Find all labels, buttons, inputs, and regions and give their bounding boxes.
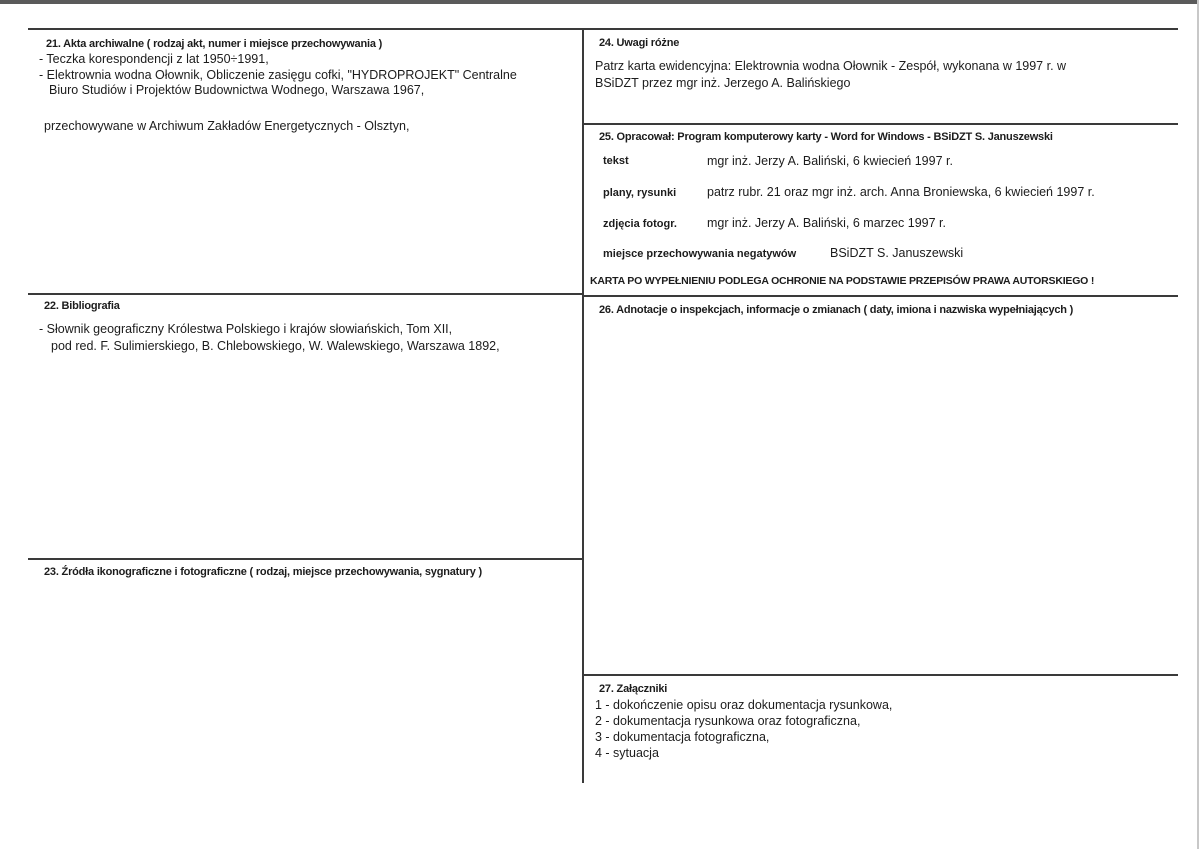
section-22-heading: 22. Bibliografia: [44, 300, 120, 312]
section-27-line-1: 1 - dokończenie opisu oraz dokumentacja rysunkowa,: [595, 698, 893, 712]
section-21-heading: 21. Akta archiwalne ( rodzaj akt, numer i miejsce przechowywania ): [46, 38, 383, 50]
section-21-line-2: - Elektrownia wodna Ołownik, Obliczenie zasięgu cofki, "HYDROPROJEKT" Centralne: [39, 68, 517, 82]
section-26-heading: 26. Adnotacje o inspekcjach, informacje o zmianach ( daty, imiona i nazwiska wypełniających ): [599, 304, 1074, 316]
center-divider-line: [582, 28, 584, 783]
photos-author-label: zdjęcia fotogr.: [603, 218, 677, 230]
section-23-heading: 23. Źródła ikonograficzne i fotograficzne ( rodzaj, miejsce przechowywania, sygnatury ): [44, 566, 482, 578]
top-border-line: [28, 28, 1178, 30]
section-27-line-3: 3 - dokumentacja fotograficzna,: [595, 730, 770, 744]
section-27-line-2: 2 - dokumentacja rysunkowa oraz fotograficzna,: [595, 714, 861, 728]
section-22-line-1: - Słownik geograficzny Królestwa Polskiego i krajów słowiańskich, Tom XII,: [39, 322, 453, 336]
section-21-line-4: przechowywane w Archiwum Zakładów Energetycznych - Olsztyn,: [44, 119, 410, 133]
negatives-location-label: miejsce przechowywania negatywów: [603, 248, 797, 260]
drawings-author-value: patrz rubr. 21 oraz mgr inż. arch. Anna Broniewska, 6 kwiecień 1997 r.: [707, 185, 1095, 199]
section-25-heading: 25. Opracował: Program komputerowy karty - Word for Windows - BSiDZT S. Januszewski: [599, 131, 1053, 143]
right-divider-24-25: [583, 123, 1178, 125]
section-21-line-1: - Teczka korespondencji z lat 1950÷1991,: [39, 52, 269, 66]
text-author-value: mgr inż. Jerzy A. Baliński, 6 kwiecień 1997 r.: [707, 154, 953, 168]
section-21-line-3: Biuro Studiów i Projektów Budownictwa Wodnego, Warszawa 1967,: [49, 83, 425, 97]
scan-edge-top: [0, 0, 1199, 4]
copyright-notice: KARTA PO WYPEŁNIENIU PODLEGA OCHRONIE NA PODSTAWIE PRZEPISÓW PRAWA AUTORSKIEGO !: [590, 275, 1095, 287]
section-24-heading: 24. Uwagi różne: [599, 37, 680, 49]
left-divider-22-23: [28, 558, 584, 560]
section-24-line-2: BSiDZT przez mgr inż. Jerzego A. Balińskiego: [595, 76, 851, 90]
negatives-location-value: BSiDZT S. Januszewski: [830, 246, 964, 260]
section-22-line-2: pod red. F. Sulimierskiego, B. Chlebowskiego, W. Walewskiego, Warszawa 1892,: [51, 339, 500, 353]
section-27-line-4: 4 - sytuacja: [595, 746, 659, 760]
right-divider-26-27: [583, 674, 1178, 676]
left-divider-21-22: [28, 293, 584, 295]
photos-author-value: mgr inż. Jerzy A. Baliński, 6 marzec 1997 r.: [707, 216, 946, 230]
drawings-author-label: plany, rysunki: [603, 187, 677, 199]
right-divider-25-26: [583, 295, 1178, 297]
section-24-line-1: Patrz karta ewidencyjna: Elektrownia wodna Ołownik - Zespół, wykonana w 1997 r. w: [595, 59, 1067, 73]
text-author-label: tekst: [603, 155, 629, 167]
section-27-heading: 27. Załączniki: [599, 683, 668, 695]
